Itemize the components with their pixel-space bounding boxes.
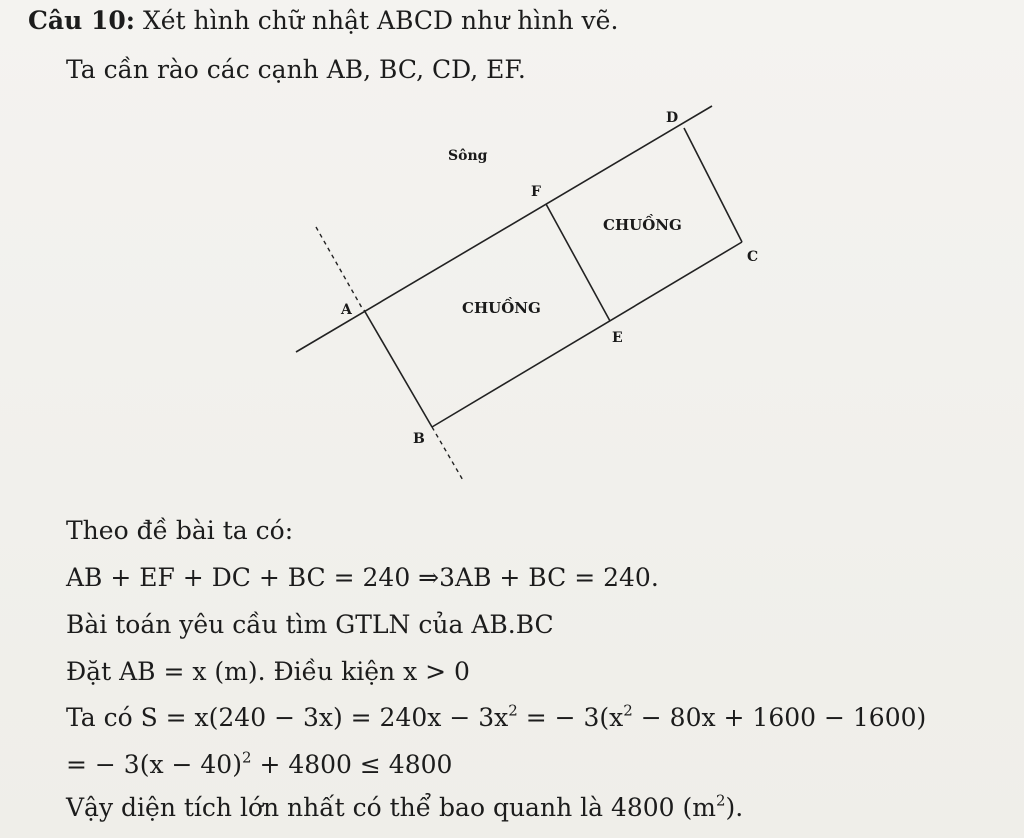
solution-line-5-part-c: − 80x + 1600 − 1600) [632,703,927,732]
dashed-extension-bottom [432,427,464,482]
side-AB [364,310,432,427]
solution-line-7 [66,793,743,823]
label-river: Sông [448,148,488,164]
label-point-E: E [612,330,623,346]
label-pen-bottom: CHUỒNG [462,299,541,317]
label-point-A: A [341,302,352,318]
solution-line-5-part-a: Ta có S = x(240 − 3x) = 240x − 3x [66,703,509,732]
label-point-B: B [413,431,425,447]
label-pen-top: CHUỒNG [603,216,682,234]
side-CD [684,128,742,242]
solution-line-3: Bài toán yêu cầu tìm GTLN của AB.BC [66,610,554,639]
label-point-F: F [531,184,541,200]
label-point-C: C [747,249,759,265]
question-text: Xét hình chữ nhật ABCD như hình vẽ. [135,6,619,35]
solution-line-6-part-b: + 4800 ≤ 4800 [251,750,453,779]
question-intro: Ta cần rào các cạnh AB, BC, CD, EF. [66,55,526,84]
exponent: 2 [623,701,633,720]
solution-line-6 [66,750,452,780]
solution-line-1: Theo đề bài ta có: [66,516,294,545]
segment-EF [546,204,610,321]
question-number: Câu 10: [28,6,135,35]
solution-line-2: AB + EF + DC + BC = 240 ⇒3AB + BC = 240. [66,563,659,592]
exponent: 2 [716,791,726,810]
exponent: 2 [241,748,252,767]
label-point-D: D [666,110,679,126]
solution-line-7-part-a: Vậy diện tích lớn nhất có thể bao quanh là 4800 (m [66,793,716,822]
solution-line-6-part-a: = − 3(x − 40) [66,750,242,779]
solution-line-7-part-b: ). [725,793,744,822]
solution-line-5 [66,703,926,733]
dashed-extension-top [316,227,362,308]
solution-line-4: Đặt AB = x (m). Điều kiện x > 0 [66,657,470,686]
solution-line-5-part-b: = − 3(x [517,703,624,732]
side-BC [432,242,742,427]
exponent: 2 [508,701,518,720]
